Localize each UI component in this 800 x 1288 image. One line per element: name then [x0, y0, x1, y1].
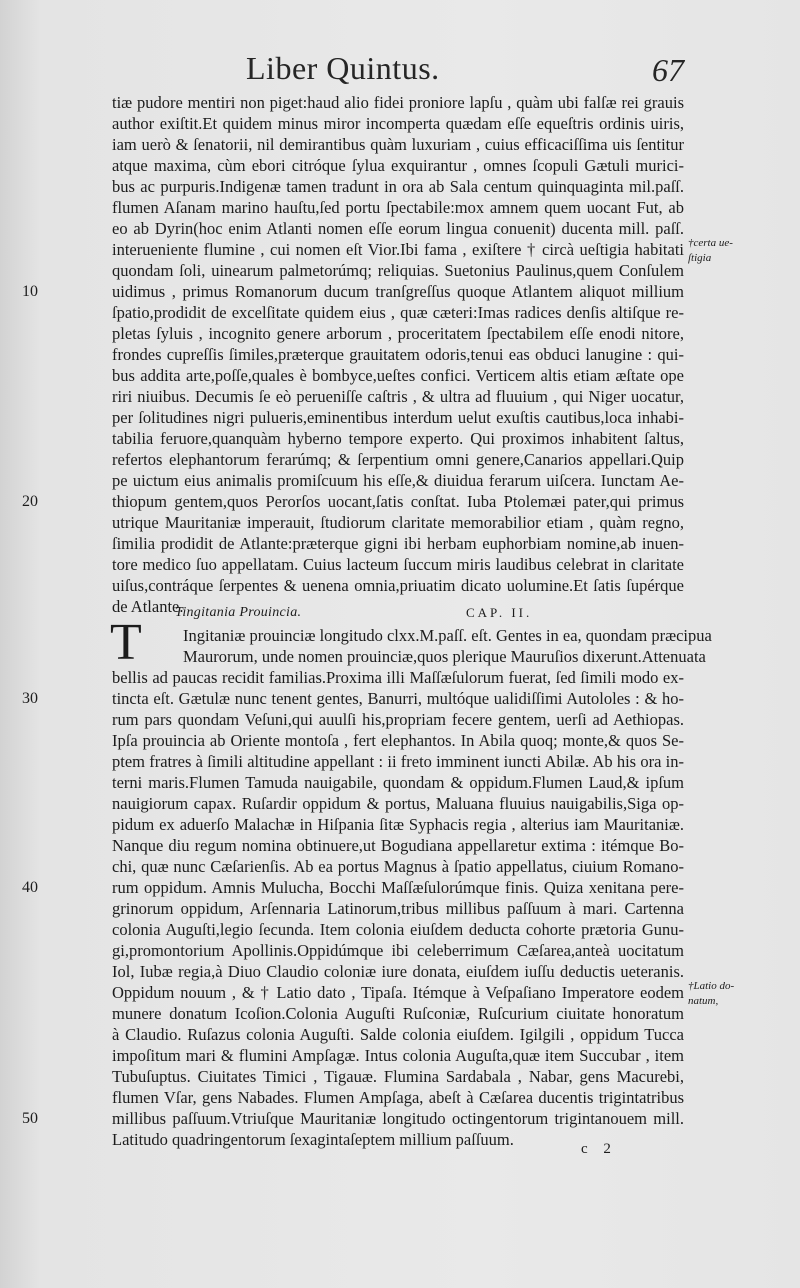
text-line: millibus paſſuum.Vtriuſque Mauritaniæ longitudo octingentorum trigintanouem mill.: [112, 1109, 684, 1128]
text-line: terni maris.Flumen Tamuda nauigabile, quondam & oppidum.Flumen Laud,& ipſum: [112, 773, 684, 792]
text-line: pidum ex aduerſo Malachæ in Hiſpania ſitæ Syphacis regia , alterius iam Mauritaniæ.: [112, 815, 684, 834]
text-line: flumen Vſar, gens Nabades. Flumen Ampſaga, abeſt à Cæſarea ducentis trigintatribus: [112, 1088, 684, 1107]
line-number: 10: [22, 283, 38, 300]
text-line: Ingitaniæ prouinciæ longitudo clxx.M.paſſ. eſt. Gentes in ea, quondam præcipua: [183, 626, 712, 645]
text-line: ſimilia prodidit de Atlante:præterque gigni ibi herbam euphorbiam nomine,ab inuen-: [112, 534, 684, 553]
text-line: impoſitum mari & flumini Ampſagæ. Intus colonia Auguſta,quæ item Succubar , item: [112, 1046, 684, 1065]
text-line: tabilia feruore,quanquàm hyberno tempore experto. Qui proximos inhabitent ſaltus,: [112, 429, 684, 448]
text-line: tore medico ſuo appellatam. Cuius lacteum ſuccum miris laudibus celebrat in claritate: [112, 555, 684, 574]
text-line: Latitudo quadringentorum ſexagintaſeptem millium paſſuum.: [112, 1130, 514, 1149]
text-line: thiopum gentem,quos Perorſos uocant,ſatis conſtat. Iuba Ptolemæi pater,qui primus: [112, 492, 684, 511]
text-line: rum oppidum. Amnis Mulucha, Bocchi Maſſæſulorúmque finis. Quiza xenitana pere-: [112, 878, 684, 897]
text-line: colonia Auguſti,legio ſecunda. Item colonia eiuſdem deducta cohorte prætoria Gunu-: [112, 920, 684, 939]
text-line: uiſus,contráque ſerpentes & uenena omnia,priuatim dicato uolumine.Et ſatis ſupérque: [112, 576, 684, 595]
text-line: ptem fratres à ſimili altitudine appellant : ii freto imminent iuncti Abilæ. Ab his ora in-: [112, 752, 684, 771]
text-line: iam uerò & ſenatorii, nil demirantibus quàm luxuriam , cuius efficaciſſima uis ſentitur: [112, 135, 684, 154]
margin-note: †certa ue- ſtigia: [688, 237, 733, 264]
text-line: nauigiorum capax. Ruſardir oppidum & portus, Maluana fluuius nauigabilis,Siga op-: [112, 794, 684, 813]
text-line: Iol, Iubæ regia,à Diuo Claudio coloniæ iure donata, eiuſdem iuſſu deductis ueteranis.: [112, 962, 684, 981]
text-line: de Atlante.: [112, 597, 184, 616]
text-line: bus ac purpuris.Indigenæ tamen tradunt in ora ab Sala centum quinquaginta mil.paſſ.: [112, 177, 684, 196]
running-head: Liber Quintus.: [246, 50, 440, 86]
text-line: pletas ſyluis , incognito genere arborum , proceritatem ſpectabilem eſſe enodi nitore,: [112, 324, 684, 343]
text-line: frondes cupreſſis ſimiles,præterque grauitatem odoris,tenui eas obduci lanugine : qui-: [112, 345, 684, 364]
text-line: utrique Mauritaniæ imperauit, ſtudiorum claritate memorabilior etiam , quàm regno,: [112, 513, 684, 532]
text-line: Oppidum nouum , & † Latio dato , Tipaſa. Itémque à Veſpaſiano Imperatore eodem: [112, 983, 684, 1002]
text-line: chi, quæ nunc Cæſarienſis. Ab ea portus Magnus à ſpatio appellatus, ciuium Romano-: [112, 857, 684, 876]
text-line: tiæ pudore mentiri non piget:haud alio fidei proniore lapſu , quàm ubi falſæ rei grauis: [112, 93, 684, 112]
text-line: grinorum oppidum, Arſennaria Latinorum,tribus millibus paſſuum à mari. Cartenna: [112, 899, 684, 918]
text-line: ſpatio,prodidit de excelſitate quidem eius , quæ cæteri:Imas radices denſis altiſque re-: [112, 303, 684, 322]
text-line: à Claudio. Ruſazus colonia Auguſti. Salde colonia eiuſdem. Igilgili , oppidum Tucca: [112, 1025, 684, 1044]
text-line: Tubuſuptus. Ciuitates Timici , Tigauæ. Flumina Sardabala , Nabar, gens Macurebi,: [112, 1067, 684, 1086]
text-line: eo ab Dyrin(hoc enim Atlanti nomen eſſe eorum lingua conuenit) ducenta mill. paſſ.: [112, 219, 684, 238]
line-number: 50: [22, 1110, 38, 1127]
text-line: rum pars quondam Veſuni,qui auulſi his,propriam fecere gentem, uerſi ad Aethiopas.: [112, 710, 684, 729]
text-line: atque maxima, cùm ebori citróque ſylua exquirantur , omnes ſcopuli Gætuli murici-: [112, 156, 684, 175]
page-number: 67: [652, 52, 684, 88]
text-line: pe uictum eius animalis promiſcuum his eſſe,& diuidua ferarum uiſcera. Iunctam Ae-: [112, 471, 684, 490]
text-line: tincta eſt. Gætulæ nunc tenent gentes, Banurri, multóque ualidiſſimi Autololes : & ho-: [112, 689, 684, 708]
text-line: quondam ſoli, uinearum palmetorúmq; reliquias. Suetonius Paulinus,quem Conſulem: [112, 261, 684, 280]
text-line: riri niuibus. Decumis ſe eò perueniſſe caſtris , & ultra ad fluuium , qui Niger uocatur,: [112, 387, 684, 406]
text-line: Maurorum, unde nomen prouinciæ,quos plerique Mauruſios dixerunt.Attenuata: [183, 647, 706, 666]
line-number: 20: [22, 493, 38, 510]
text-line: refertos elephantorum ferarúmq; & ſerpentium omni genere,Canarios appellari.Quip: [112, 450, 684, 469]
drop-cap: T: [110, 614, 142, 671]
margin-note: †Latio do- natum,: [688, 980, 735, 1007]
text-line: per ſolitudines nigri pulueris,eminentibus interdum uelut exuſtis cautibus,loca inhabi-: [112, 408, 684, 427]
signature-mark: c 2: [581, 1141, 617, 1157]
text-line: bellis ad paucas recidit familias.Proxima illi Maſſæſulorum fuerat, ſed ſimili modo ex-: [112, 668, 684, 687]
text-line: bus addita arte,poſſe,quales è bombyce,ueſtes confici. Verticem altis etiam æſtate ope: [112, 366, 684, 385]
line-number: 40: [22, 879, 38, 896]
text-line: author exiſtit.Et quidem minus miror incomperta quædam eſſe equeſtris ordinis uiris,: [112, 114, 684, 133]
section-heading: Tingitania Prouincia.: [175, 605, 302, 620]
text-line: Ipſa prouincia ab Oriente montoſa , fert elephantos. In Abila quoq; monte,& quos Se-: [112, 731, 684, 750]
text-line: Nanque diu regum nomina obtinuere,ut Bogudiana appellaretur extima : itémque Bo-: [112, 836, 684, 855]
line-number: 30: [22, 690, 38, 707]
text-line: gi,promontorium Apollinis.Oppidúmque ibi celeberrimum Cæſarea,anteà uocitatum: [112, 941, 684, 960]
text-line: interueniente flumine , cui nomen eſt Vior.Ibi fama , exiſtere † circà ueſtigia habitati: [112, 240, 684, 259]
text-line: flumen Aſanam marino hauſtu,ſed portu ſpectabile:mox amnem quem uocant Fut, ab: [112, 198, 684, 217]
chapter-label: CAP. II.: [466, 605, 533, 620]
text-line: munere donatum Icoſion.Colonia Auguſti Ruſconiæ, Ruſcurium ciuitate honoratum: [112, 1004, 684, 1023]
text-line: uidimus , primus Romanorum ducum tranſgreſſus quoque Atlantem aliquot millium: [112, 282, 684, 301]
